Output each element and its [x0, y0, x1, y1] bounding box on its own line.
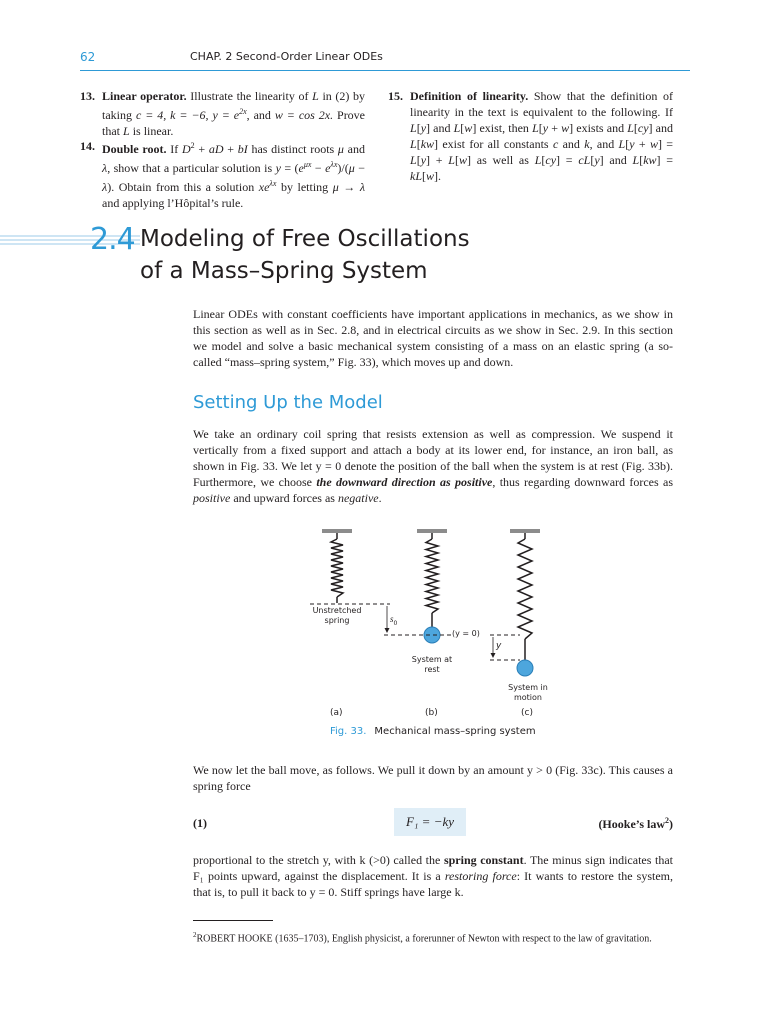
- label-subfig-b: (b): [425, 708, 438, 718]
- footnote: $^2$ROBERT HOOKE (1635–1703), English physicist, a forerunner of Newton with respect to the law of gravitation.: [193, 931, 652, 945]
- support-b: [417, 529, 447, 539]
- figure-caption: Fig. 33. Mechanical mass–spring system: [330, 726, 536, 737]
- support-c: [510, 529, 540, 539]
- intro-paragraph: Linear ODEs with constant coefficients have important applications in mechanics, as we show in this section as well as in Sec. 2.8, and in electrical circuits as we show in Sec. 2.9. In this section we model and solve a basic mechanical system consisting of a mass on an elastic spring (a so-called “mass–spring system,” Fig. 33), which moves up and down.: [193, 307, 673, 369]
- footnote-rule: [193, 920, 273, 921]
- label-subfig-a: (a): [330, 708, 343, 718]
- problem-14: 14. Double root. If $D^2$ + aD + bI has distinct roots μ and λ, show that a particular solution is $y = (e^{\mu x} - e^{\lambda x})/(\mu - \lambda)$. Obtain from this a solution $xe^{\lambda x}$ by letting μ → λ and applying l’Hôpital’s rule.: [80, 139, 366, 210]
- section-number: 2.4: [90, 222, 135, 257]
- running-head: CHAP. 2 Second-Order Linear ODEs: [190, 50, 383, 63]
- spring-c: [518, 539, 532, 639]
- problem-13: 13. Linear operator. Illustrate the linearity of L in (2) by taking c = 4, k = −6, $y = e^{2x}$, and w = cos 2x. Prove that L is linear.: [80, 89, 366, 138]
- spring-b: [426, 539, 438, 613]
- problem-15: 15. Definition of linearity. Show that the definition of linearity in the text is equivalent to the following. If L[y] and L[w] exist, then L[y + w] exists and L[cy] and L[kw] exist for all constants c and k, and L[y + w] = L[y] + L[w] as well as L[cy] = cL[y] and L[kw] = kL[w].: [388, 89, 674, 183]
- header-rule: [80, 70, 690, 71]
- pull-paragraph: We now let the ball move, as follows. We pull it down by an amount y > 0 (Fig. 33c). This causes a spring force: [193, 763, 673, 793]
- page-number: 62: [80, 50, 96, 64]
- section-title-line2: of a Mass–Spring System: [140, 258, 428, 284]
- hookes-law-equation: F₁ = −ky: [394, 808, 466, 836]
- label-y: y: [496, 641, 502, 651]
- label-subfig-c: (c): [521, 708, 533, 718]
- section-title-line1: Modeling of Free Oscillations: [140, 226, 470, 252]
- setup-paragraph: We take an ordinary coil spring that resists extension as well as compression. We suspend it vertically from a fixed support and attach a body at its lower end, for instance, an iron ball, as shown in Fig. 33. We let y = 0 denote the position of the ball when the system is at rest (Fig. 33b). Furthermore, we choose the downward direction as positive, thus regarding downward forces as positive and upward forces as negative.: [193, 427, 674, 505]
- hookes-law-note: (Hooke’s law$^2$): [598, 816, 673, 831]
- spring-constant-paragraph: proportional to the stretch y, with k (>0) called the spring constant. The minus sign indicates that F₁ points upward, against the displacement. It is a restoring force: It wants to restore the system, that is, to pull it back to y = 0. Stiff springs have large k.: [193, 853, 674, 899]
- label-system-in-motion: System in motion: [508, 683, 548, 702]
- label-s0: $s_0$: [390, 614, 398, 627]
- label-unstretched-spring: Unstretched spring: [312, 606, 362, 625]
- label-y-zero: (y = 0): [452, 629, 480, 638]
- subsection-title: Setting Up the Model: [193, 392, 383, 413]
- equation-number: (1): [193, 816, 207, 830]
- spring-a: [331, 539, 343, 597]
- label-system-at-rest: System at rest: [411, 655, 453, 674]
- support-a: [322, 529, 352, 539]
- ball-c: [517, 660, 533, 676]
